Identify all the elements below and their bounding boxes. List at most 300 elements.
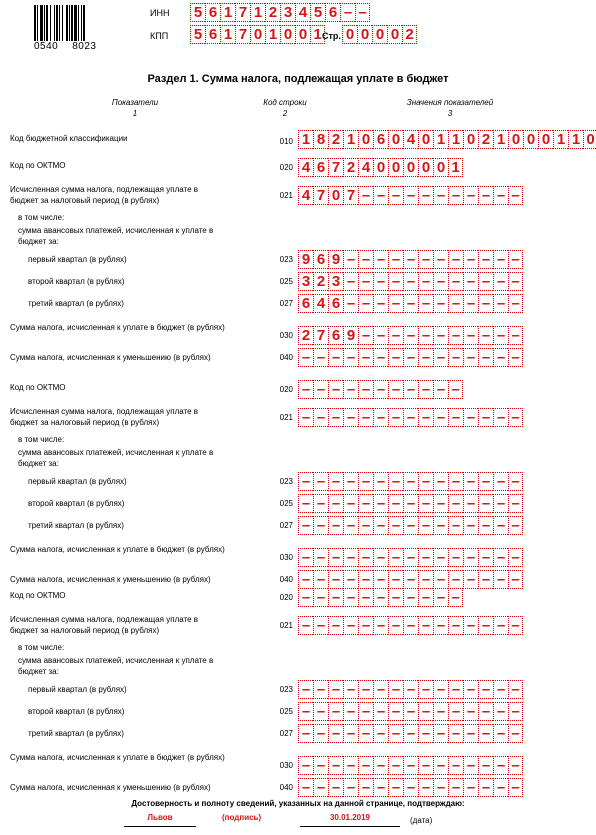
char-cell: 2 — [298, 326, 313, 345]
char-cell: – — [328, 588, 343, 607]
char-cell: – — [508, 756, 523, 775]
char-cell: – — [403, 186, 418, 205]
char-cell: – — [478, 756, 493, 775]
char-cell: – — [358, 756, 373, 775]
oktmo-label: Код по ОКТМО — [10, 161, 66, 170]
char-cell: – — [493, 516, 508, 535]
page-label: Стр. — [322, 31, 341, 41]
char-cell: – — [373, 616, 388, 635]
char-cell: – — [328, 516, 343, 535]
char-cell: – — [493, 326, 508, 345]
char-cell: – — [433, 570, 448, 589]
inn-field[interactable] — [190, 3, 370, 22]
char-cell: – — [463, 186, 478, 205]
char-cell: – — [433, 472, 448, 491]
char-cell: – — [433, 380, 448, 399]
char-cell: – — [418, 516, 433, 535]
char-cell: 1 — [250, 3, 265, 22]
q3-advance-code: 027 — [279, 729, 293, 738]
char-cell: – — [433, 294, 448, 313]
char-cell: – — [418, 570, 433, 589]
char-cell: – — [448, 408, 463, 427]
column-number-3: 3 — [447, 109, 453, 118]
char-cell: 6 — [328, 326, 343, 345]
char-cell: – — [463, 408, 478, 427]
char-cell: – — [358, 380, 373, 399]
char-cell: – — [328, 570, 343, 589]
char-cell: – — [358, 250, 373, 269]
char-cell: – — [373, 570, 388, 589]
char-cell: – — [508, 408, 523, 427]
char-cell: – — [343, 724, 358, 743]
char-cell: 0 — [357, 25, 372, 44]
char-cell: 0 — [387, 25, 402, 44]
tax-reduction-field[interactable] — [298, 348, 523, 367]
char-cell: – — [298, 548, 313, 567]
char-cell: – — [478, 724, 493, 743]
char-cell: – — [388, 348, 403, 367]
q2-advance-label: второй квартал (в рублях) — [28, 499, 125, 508]
char-cell: – — [433, 548, 448, 567]
tax-payable-label: Сумма налога, исчисленная к уплате в бюджет (в рублях) — [10, 753, 225, 762]
tax-reduction-field[interactable] — [298, 778, 523, 797]
char-cell: – — [403, 616, 418, 635]
char-cell: 1 — [343, 130, 358, 149]
char-cell: – — [358, 272, 373, 291]
char-cell: – — [433, 680, 448, 699]
char-cell: – — [298, 724, 313, 743]
calculated-tax-field[interactable] — [298, 408, 523, 427]
char-cell: – — [403, 724, 418, 743]
char-cell: 1 — [553, 130, 568, 149]
char-cell: – — [313, 724, 328, 743]
char-cell: – — [358, 724, 373, 743]
char-cell: – — [463, 702, 478, 721]
char-cell: – — [418, 472, 433, 491]
inn-label: ИНН — [150, 8, 170, 18]
char-cell: – — [388, 702, 403, 721]
q3-advance-label: третий квартал (в рублях) — [28, 299, 124, 308]
char-cell: – — [358, 348, 373, 367]
q1-advance-field[interactable] — [298, 250, 523, 269]
q3-advance-code: 027 — [279, 521, 293, 530]
column-header-line-code: Код строки — [263, 98, 307, 107]
char-cell: 0 — [388, 130, 403, 149]
char-cell: – — [478, 778, 493, 797]
char-cell: – — [448, 472, 463, 491]
char-cell: – — [328, 548, 343, 567]
char-cell: – — [313, 616, 328, 635]
char-cell: 2 — [343, 158, 358, 177]
char-cell: – — [343, 472, 358, 491]
char-cell: – — [298, 756, 313, 775]
char-cell: 9 — [328, 250, 343, 269]
char-cell: – — [388, 724, 403, 743]
char-cell: – — [313, 516, 328, 535]
char-cell: 1 — [310, 25, 325, 44]
kbk-field[interactable] — [298, 130, 596, 149]
barcode — [34, 5, 106, 41]
char-cell: – — [313, 348, 328, 367]
char-cell: – — [373, 516, 388, 535]
char-cell: 9 — [343, 326, 358, 345]
barcode-number — [34, 41, 97, 52]
q3-advance-code: 027 — [279, 299, 293, 308]
char-cell: – — [388, 380, 403, 399]
char-cell: 0 — [463, 130, 478, 149]
char-cell: 1 — [448, 130, 463, 149]
char-cell: – — [298, 516, 313, 535]
char-cell: – — [418, 250, 433, 269]
char-cell: – — [343, 702, 358, 721]
char-cell: – — [418, 380, 433, 399]
char-cell: – — [418, 272, 433, 291]
char-cell: – — [340, 3, 355, 22]
char-cell: – — [358, 472, 373, 491]
char-cell: – — [298, 380, 313, 399]
char-cell: – — [403, 702, 418, 721]
kbk-code: 010 — [279, 137, 293, 146]
oktmo-label: Код по ОКТМО — [10, 383, 66, 392]
char-cell: – — [373, 294, 388, 313]
char-cell: – — [508, 724, 523, 743]
confirm-text: Достоверность и полноту сведений, указанных на данной странице, подтверждаю: — [131, 799, 465, 808]
char-cell: – — [343, 494, 358, 513]
char-cell: – — [493, 272, 508, 291]
char-cell: – — [508, 680, 523, 699]
char-cell: – — [343, 272, 358, 291]
char-cell: – — [418, 616, 433, 635]
char-cell: 9 — [298, 250, 313, 269]
char-cell: – — [448, 348, 463, 367]
char-cell: – — [478, 570, 493, 589]
char-cell: – — [328, 724, 343, 743]
char-cell: – — [493, 724, 508, 743]
char-cell: – — [463, 778, 478, 797]
char-cell: – — [478, 272, 493, 291]
char-cell: – — [328, 408, 343, 427]
char-cell: – — [343, 570, 358, 589]
char-cell: – — [478, 294, 493, 313]
char-cell: 5 — [310, 3, 325, 22]
char-cell: 1 — [448, 158, 463, 177]
calculated-tax-code: 021 — [279, 413, 293, 422]
char-cell: – — [463, 724, 478, 743]
char-cell: – — [508, 186, 523, 205]
char-cell: – — [418, 348, 433, 367]
char-cell: – — [298, 408, 313, 427]
char-cell: – — [388, 680, 403, 699]
char-cell: – — [508, 326, 523, 345]
char-cell: – — [478, 680, 493, 699]
advance-payments-label-label: сумма авансовых платежей, исчисленная к уплате в бюджет за: — [18, 226, 214, 246]
char-cell: – — [478, 348, 493, 367]
char-cell: 7 — [313, 186, 328, 205]
char-cell: – — [403, 408, 418, 427]
char-cell: – — [448, 588, 463, 607]
char-cell: – — [343, 408, 358, 427]
char-cell: 1 — [220, 25, 235, 44]
char-cell: – — [493, 616, 508, 635]
q3-advance-field[interactable] — [298, 724, 523, 743]
char-cell: – — [343, 380, 358, 399]
char-cell: – — [418, 294, 433, 313]
char-cell: – — [313, 702, 328, 721]
char-cell: – — [403, 294, 418, 313]
char-cell: – — [478, 472, 493, 491]
char-cell: – — [343, 516, 358, 535]
char-cell: – — [493, 186, 508, 205]
char-cell: – — [313, 570, 328, 589]
char-cell: – — [388, 250, 403, 269]
char-cell: – — [388, 294, 403, 313]
char-cell: – — [448, 756, 463, 775]
char-cell: – — [478, 326, 493, 345]
char-cell: – — [388, 516, 403, 535]
char-cell: – — [298, 680, 313, 699]
char-cell: – — [403, 272, 418, 291]
char-cell: – — [313, 548, 328, 567]
char-cell: 3 — [298, 272, 313, 291]
char-cell: – — [313, 756, 328, 775]
char-cell: – — [358, 702, 373, 721]
q1-advance-code: 023 — [279, 477, 293, 486]
q1-advance-field[interactable] — [298, 472, 523, 491]
char-cell: 4 — [295, 3, 310, 22]
tax-payable-code: 030 — [279, 761, 293, 770]
including-label-label: в том числе: — [18, 435, 65, 444]
char-cell: 7 — [235, 3, 250, 22]
char-cell: – — [433, 326, 448, 345]
char-cell: – — [508, 548, 523, 567]
column-number-1: 1 — [132, 109, 138, 118]
char-cell: – — [508, 778, 523, 797]
q2-advance-field[interactable] — [298, 494, 523, 513]
advance-payments-label-label: сумма авансовых платежей, исчисленная к уплате в бюджет за: — [18, 656, 214, 676]
char-cell: – — [463, 294, 478, 313]
char-cell: – — [373, 380, 388, 399]
char-cell: – — [433, 778, 448, 797]
tax-reduction-field[interactable] — [298, 570, 523, 589]
char-cell: – — [373, 348, 388, 367]
char-cell: – — [448, 548, 463, 567]
char-cell: – — [343, 756, 358, 775]
char-cell: – — [493, 348, 508, 367]
char-cell: – — [373, 702, 388, 721]
char-cell: – — [343, 548, 358, 567]
char-cell: 6 — [373, 130, 388, 149]
tax-payable-field[interactable] — [298, 326, 523, 345]
char-cell: – — [373, 472, 388, 491]
char-cell: – — [478, 186, 493, 205]
char-cell: 2 — [402, 25, 417, 44]
char-cell: – — [478, 616, 493, 635]
date-line — [300, 826, 400, 827]
char-cell: – — [358, 778, 373, 797]
char-cell: – — [313, 588, 328, 607]
calculated-tax-code: 021 — [279, 621, 293, 630]
char-cell: – — [463, 272, 478, 291]
char-cell: – — [493, 756, 508, 775]
char-cell: 3 — [328, 272, 343, 291]
char-cell: – — [508, 272, 523, 291]
char-cell: – — [343, 294, 358, 313]
char-cell: 7 — [343, 186, 358, 205]
char-cell: 0 — [433, 158, 448, 177]
char-cell: – — [433, 588, 448, 607]
char-cell: – — [418, 778, 433, 797]
char-cell: – — [463, 250, 478, 269]
char-cell: – — [448, 570, 463, 589]
tax-payable-label: Сумма налога, исчисленная к уплате в бюджет (в рублях) — [10, 323, 225, 332]
char-cell: – — [388, 494, 403, 513]
oktmo-field[interactable] — [298, 158, 463, 177]
char-cell: – — [448, 272, 463, 291]
char-cell: – — [298, 472, 313, 491]
char-cell: – — [328, 348, 343, 367]
char-cell: 6 — [313, 158, 328, 177]
char-cell: – — [448, 616, 463, 635]
char-cell: 1 — [568, 130, 583, 149]
char-cell: – — [418, 756, 433, 775]
calculated-tax-field[interactable] — [298, 186, 523, 205]
char-cell: – — [358, 408, 373, 427]
tax-reduction-label: Сумма налога, исчисленная к уменьшению (в рублях) — [10, 575, 211, 584]
char-cell: – — [373, 250, 388, 269]
char-cell: – — [358, 680, 373, 699]
char-cell: – — [508, 348, 523, 367]
char-cell: – — [328, 680, 343, 699]
char-cell: – — [418, 702, 433, 721]
oktmo-field[interactable] — [298, 588, 463, 607]
oktmo-field[interactable] — [298, 380, 463, 399]
advance-payments-label-label: сумма авансовых платежей, исчисленная к уплате в бюджет за: — [18, 448, 214, 468]
tax-reduction-label: Сумма налога, исчисленная к уменьшению (в рублях) — [10, 783, 211, 792]
including-label-label: в том числе: — [18, 213, 65, 222]
char-cell: 0 — [523, 130, 538, 149]
char-cell: – — [403, 570, 418, 589]
barcode-bar — [85, 5, 88, 41]
char-cell: – — [328, 472, 343, 491]
calculated-tax-field[interactable] — [298, 616, 523, 635]
char-cell: – — [388, 186, 403, 205]
column-number-2: 2 — [282, 109, 288, 118]
char-cell: – — [388, 778, 403, 797]
char-cell: – — [388, 472, 403, 491]
char-cell: – — [298, 570, 313, 589]
char-cell: – — [508, 294, 523, 313]
char-cell: 2 — [328, 130, 343, 149]
char-cell: – — [433, 756, 448, 775]
char-cell: 0 — [388, 158, 403, 177]
barcode-number-part: 8023 — [72, 41, 97, 52]
char-cell: – — [373, 326, 388, 345]
char-cell: 5 — [190, 3, 205, 22]
char-cell: – — [358, 548, 373, 567]
char-cell: 0 — [403, 158, 418, 177]
char-cell: – — [478, 250, 493, 269]
q2-advance-field[interactable] — [298, 702, 523, 721]
char-cell: – — [343, 348, 358, 367]
including-label-label: в том числе: — [18, 643, 65, 652]
char-cell: – — [373, 724, 388, 743]
char-cell: 8 — [313, 130, 328, 149]
char-cell: – — [493, 570, 508, 589]
char-cell: – — [358, 326, 373, 345]
char-cell: – — [403, 494, 418, 513]
char-cell: – — [448, 294, 463, 313]
oktmo-code: 020 — [279, 163, 293, 172]
char-cell: 1 — [493, 130, 508, 149]
char-cell: – — [328, 702, 343, 721]
tax-reduction-label: Сумма налога, исчисленная к уменьшению (в рублях) — [10, 353, 211, 362]
signing-date: 30.01.2019 — [329, 813, 371, 822]
char-cell: 6 — [325, 3, 340, 22]
q2-advance-field[interactable] — [298, 272, 523, 291]
char-cell: – — [463, 348, 478, 367]
char-cell: 0 — [250, 25, 265, 44]
char-cell: – — [508, 616, 523, 635]
char-cell: – — [418, 186, 433, 205]
kbk-label: Код бюджетной классификации — [10, 134, 128, 143]
q3-advance-field[interactable] — [298, 294, 523, 313]
tax-payable-field[interactable] — [298, 756, 523, 775]
char-cell: – — [388, 326, 403, 345]
char-cell: – — [463, 548, 478, 567]
oktmo-label: Код по ОКТМО — [10, 591, 66, 600]
char-cell: – — [478, 548, 493, 567]
tax-payable-field[interactable] — [298, 548, 523, 567]
char-cell: – — [478, 494, 493, 513]
char-cell: – — [343, 250, 358, 269]
calculated-tax-label: Исчисленная сумма налога, подлежащая уплате в бюджет за налоговый период (в рублях) — [10, 185, 199, 205]
char-cell: 2 — [478, 130, 493, 149]
char-cell: 6 — [328, 294, 343, 313]
char-cell: – — [433, 408, 448, 427]
char-cell: – — [463, 494, 478, 513]
oktmo-code: 020 — [279, 385, 293, 394]
char-cell: – — [448, 494, 463, 513]
char-cell: 7 — [328, 158, 343, 177]
page-number-field[interactable] — [342, 25, 417, 44]
char-cell: – — [403, 548, 418, 567]
char-cell: – — [358, 494, 373, 513]
tax-payable-code: 030 — [279, 331, 293, 340]
signature-label: (подпись) — [222, 813, 262, 822]
char-cell: – — [313, 472, 328, 491]
char-cell: – — [343, 680, 358, 699]
char-cell: – — [358, 588, 373, 607]
q3-advance-field[interactable] — [298, 516, 523, 535]
char-cell: – — [388, 408, 403, 427]
name-line — [124, 826, 196, 827]
char-cell: – — [448, 702, 463, 721]
char-cell: – — [463, 570, 478, 589]
char-cell: – — [373, 756, 388, 775]
char-cell: – — [508, 250, 523, 269]
char-cell: – — [343, 616, 358, 635]
char-cell: – — [463, 756, 478, 775]
char-cell: 0 — [372, 25, 387, 44]
char-cell: – — [373, 778, 388, 797]
q3-advance-label: третий квартал (в рублях) — [28, 729, 124, 738]
q1-advance-field[interactable] — [298, 680, 523, 699]
char-cell: – — [418, 408, 433, 427]
kpp-field[interactable] — [190, 25, 325, 44]
char-cell: 1 — [220, 3, 235, 22]
char-cell: – — [433, 724, 448, 743]
char-cell: – — [448, 186, 463, 205]
